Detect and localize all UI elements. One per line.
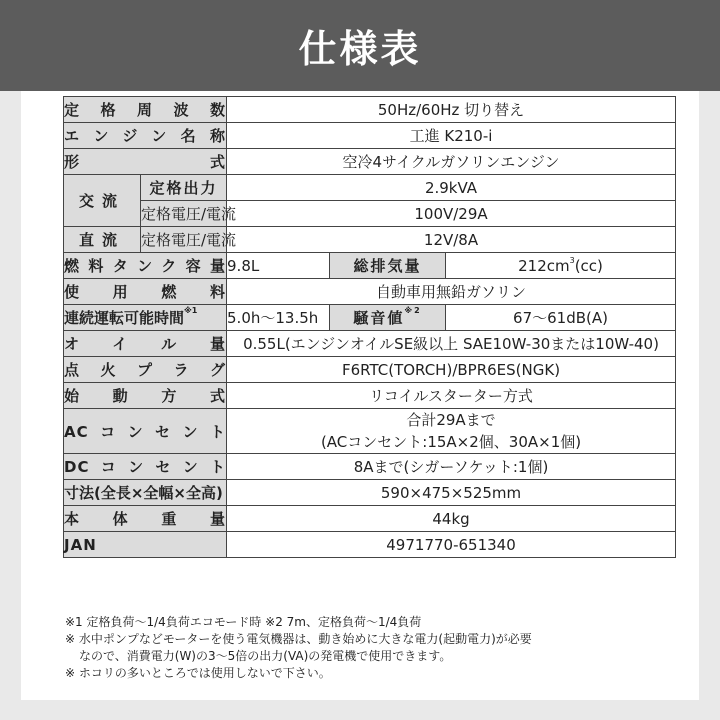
table-row xyxy=(64,409,676,454)
jan-label: JAN xyxy=(64,532,227,558)
table-row xyxy=(64,201,676,227)
spec-card xyxy=(21,91,699,700)
table-row xyxy=(64,331,676,357)
ac-outlet-value xyxy=(227,409,676,454)
spark-plug-value: F6RTC(TORCH)/BPR6ES(NGK) xyxy=(227,357,676,383)
runtime-value: 5.0h〜13.5h xyxy=(227,305,330,331)
table-row xyxy=(64,253,676,279)
weight-value: 44kg xyxy=(227,506,676,532)
ac-rated-voltage-label: 定格電圧/電流 xyxy=(141,201,227,227)
table-row xyxy=(64,454,676,480)
dc-rated-voltage-label: 定格電圧/電流 xyxy=(141,227,227,253)
displacement-label: 総排気量 xyxy=(330,253,446,279)
table-row xyxy=(64,123,676,149)
noise-value: 67〜61dB(A) xyxy=(446,305,676,331)
start-method-label: 始動方式 xyxy=(64,383,227,409)
table-row xyxy=(64,383,676,409)
engine-name-label: エンジン名称 xyxy=(64,123,227,149)
oil-value: 0.55L(エンジンオイルSE級以上 SAE10W-30または10W-40) xyxy=(227,331,676,357)
displacement-unit: (cc) xyxy=(574,256,603,275)
dimensions-value: 590×475×525mm xyxy=(227,480,676,506)
table-row xyxy=(64,480,676,506)
table-row xyxy=(64,532,676,558)
type-value: 空冷4サイクルガソリンエンジン xyxy=(227,149,676,175)
ac-outlet-value-line1: 合計29Aまで xyxy=(406,411,496,429)
fuel-label: 使用燃料 xyxy=(64,279,227,305)
ac-outlet-value-line2: (ACコンセント:15A×2個、30A×1個) xyxy=(320,433,582,451)
footnotes xyxy=(65,614,675,682)
table-row xyxy=(64,506,676,532)
footnote-2b: なので、消費電力(W)の3〜5倍の出力(VA)の発電機で使用できます。 xyxy=(79,649,452,663)
ac-outlet-label: ACコンセント xyxy=(64,409,227,454)
jan-value: 4971770-651340 xyxy=(227,532,676,558)
rated-frequency-value: 50Hz/60Hz 切り替え xyxy=(227,97,676,123)
ac-rated-voltage-value: 100V/29A xyxy=(227,201,676,227)
type-label: 形式 xyxy=(64,149,227,175)
ac-group-label: 交流 xyxy=(64,175,141,227)
displacement-superscript: 3 xyxy=(569,255,575,265)
start-method-value: リコイルスターター方式 xyxy=(227,383,676,409)
dc-rated-voltage-value: 12V/8A xyxy=(227,227,676,253)
table-row xyxy=(64,175,676,201)
dc-group-label: 直流 xyxy=(64,227,141,253)
page-header xyxy=(0,0,720,91)
displacement-number: 212cm xyxy=(518,256,570,275)
footnote-1: ※1 定格負荷〜1/4負荷エコモード時 ※2 7m、定格負荷〜1/4負荷 xyxy=(65,615,422,629)
displacement-value xyxy=(446,253,676,279)
spec-table xyxy=(63,96,676,558)
ac-rated-output-value: 2.9kVA xyxy=(227,175,676,201)
runtime-label xyxy=(64,305,227,331)
spark-plug-label: 点火プラグ xyxy=(64,357,227,383)
table-row xyxy=(64,149,676,175)
fuel-tank-label: 燃料タンク容量 xyxy=(64,253,227,279)
runtime-label-text: 連続運転可能時間 xyxy=(64,309,185,327)
table-row xyxy=(64,227,676,253)
dc-outlet-label: DCコンセント xyxy=(64,454,227,480)
engine-name-value: 工進 K210-i xyxy=(227,123,676,149)
table-row xyxy=(64,97,676,123)
dimensions-label: 寸法(全長×全幅×全高) xyxy=(64,480,227,506)
footnote-3: ※ ホコリの多いところでは使用しないで下さい。 xyxy=(65,666,331,680)
table-row xyxy=(64,279,676,305)
runtime-note-mark: ※1 xyxy=(184,306,198,315)
table-row xyxy=(64,305,676,331)
footnote-2a: ※ 水中ポンプなどモーターを使う電気機器は、動き始めに大きな電力(起動電力)が必要 xyxy=(65,632,532,646)
noise-label-text: 騒音値 xyxy=(353,309,405,327)
fuel-value: 自動車用無鉛ガソリン xyxy=(227,279,676,305)
ac-rated-output-label: 定格出力 xyxy=(141,175,227,201)
noise-note-mark: ※2 xyxy=(404,306,422,315)
table-row xyxy=(64,357,676,383)
fuel-tank-value: 9.8L xyxy=(227,253,330,279)
page-title: 仕様表 xyxy=(298,27,422,71)
oil-label: オイル量 xyxy=(64,331,227,357)
dc-outlet-value: 8Aまで(シガーソケット:1個) xyxy=(227,454,676,480)
rated-frequency-label: 定格周波数 xyxy=(64,97,227,123)
noise-label xyxy=(330,305,446,331)
weight-label: 本体重量 xyxy=(64,506,227,532)
